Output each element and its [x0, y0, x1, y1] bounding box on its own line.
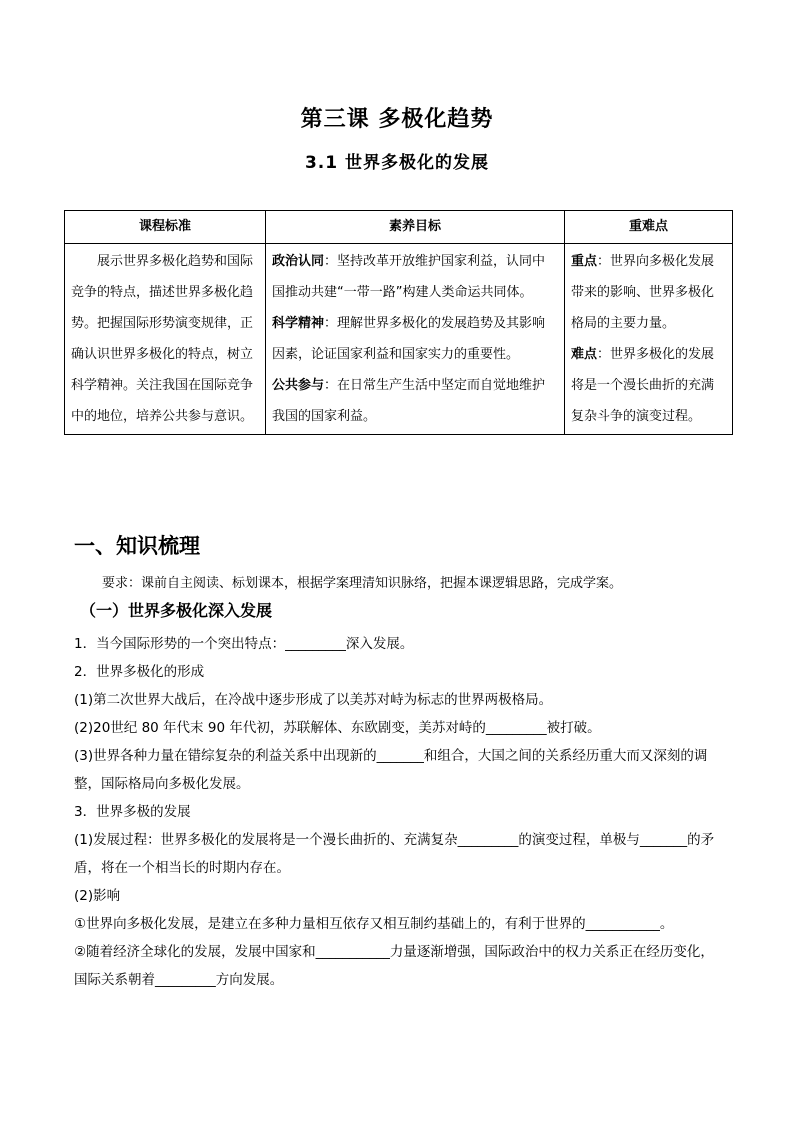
body-line: (2)影响 — [74, 888, 121, 904]
goal-text: ：理解世界多极化的发展趋势及其影响因素，论证国家利益和国家实力的重要性。 — [272, 316, 546, 362]
goal-label: 科学精神 — [272, 316, 325, 331]
body-line: (1)第二次世界大战后，在冷战中逐步形成了以美苏对峙为标志的世界两极格局。 — [74, 692, 553, 708]
body-line: 2．世界多极化的形成 — [74, 664, 205, 680]
section-subtitle: 3.1 世界多极化的发展 — [304, 153, 490, 173]
goal-text: ：坚持改革开放维护国家利益，认同中国推动共建“一带一路”构建人类命运共同体。 — [272, 254, 546, 300]
goal-text: ：在日常生产生活中坚定而自觉地维护我国的国家利益。 — [272, 378, 546, 424]
key-point-text: ：世界向多极化发展带来的影响、世界多极化格局的主要力量。 — [571, 254, 715, 331]
goal-item — [272, 308, 558, 370]
requirement-text: 要求：课前自主阅读、标划课本，根据学案理清知识脉络，把握本课逻辑思路，完成学案。 — [102, 576, 623, 591]
key-point-label: 重点 — [571, 254, 598, 269]
body-line: ②随着经济全球化的发展，发展中国家和___________力量逐渐增强，国际政治中的权力关系正在经历变化，国际关系朝着_________方向发展。 — [74, 944, 714, 988]
body-line: ①世界向多极化发展，是建立在多种力量相互依存又相互制约基础上的，有利于世界的___________。 — [74, 916, 674, 932]
body-line: (3)世界各种力量在错综复杂的利益关系中出现新的_______和组合，大国之间的关系经历重大而又深刻的调整，国际格局向多极化发展。 — [74, 748, 708, 792]
body-line: 1．当今国际形势的一个突出特点：_________深入发展。 — [74, 636, 414, 652]
goal-label: 政治认同 — [272, 254, 325, 269]
key-point-item — [571, 246, 726, 339]
body-line: 3．世界多极的发展 — [74, 804, 191, 820]
header-goals: 素养目标 — [266, 211, 565, 244]
goal-item — [272, 246, 558, 308]
goal-label: 公共参与 — [272, 378, 325, 393]
knowledge-body — [74, 630, 724, 994]
cell-goals — [266, 244, 565, 435]
goal-item — [272, 370, 558, 432]
subsection-heading: （一）世界多极化深入发展 — [80, 601, 273, 620]
cell-key-points — [565, 244, 733, 435]
key-point-text: ：世界多极化的发展将是一个漫长曲折的充满复杂斗争的演变过程。 — [571, 347, 715, 424]
section-heading: 一、知识梳理 — [74, 534, 200, 558]
header-standard: 课程标准 — [65, 211, 266, 244]
body-line: (1)发展过程：世界多极化的发展将是一个漫长曲折的、充满复杂_________的演变过程，单极与_______的矛盾，将在一个相当长的时期内存在。 — [74, 832, 715, 876]
body-line: (2)20世纪 80 年代末 90 年代初，苏联解体、东欧剧变，美苏对峙的_________被打破。 — [74, 720, 601, 736]
key-point-label: 难点 — [571, 347, 598, 362]
cell-standard — [65, 244, 266, 435]
header-key-points: 重难点 — [565, 211, 733, 244]
lesson-title: 第三课 多极化趋势 — [300, 107, 494, 132]
standard-text: 展示世界多极化趋势和国际竞争的特点，描述世界多极化趋势。把握国际形势演变规律，正确认识世界多极化的特点，树立科学精神。关注我国在国际竞争中的地位，培养公共参与意识。 — [71, 254, 254, 424]
curriculum-table — [64, 210, 733, 435]
key-point-item — [571, 339, 726, 432]
